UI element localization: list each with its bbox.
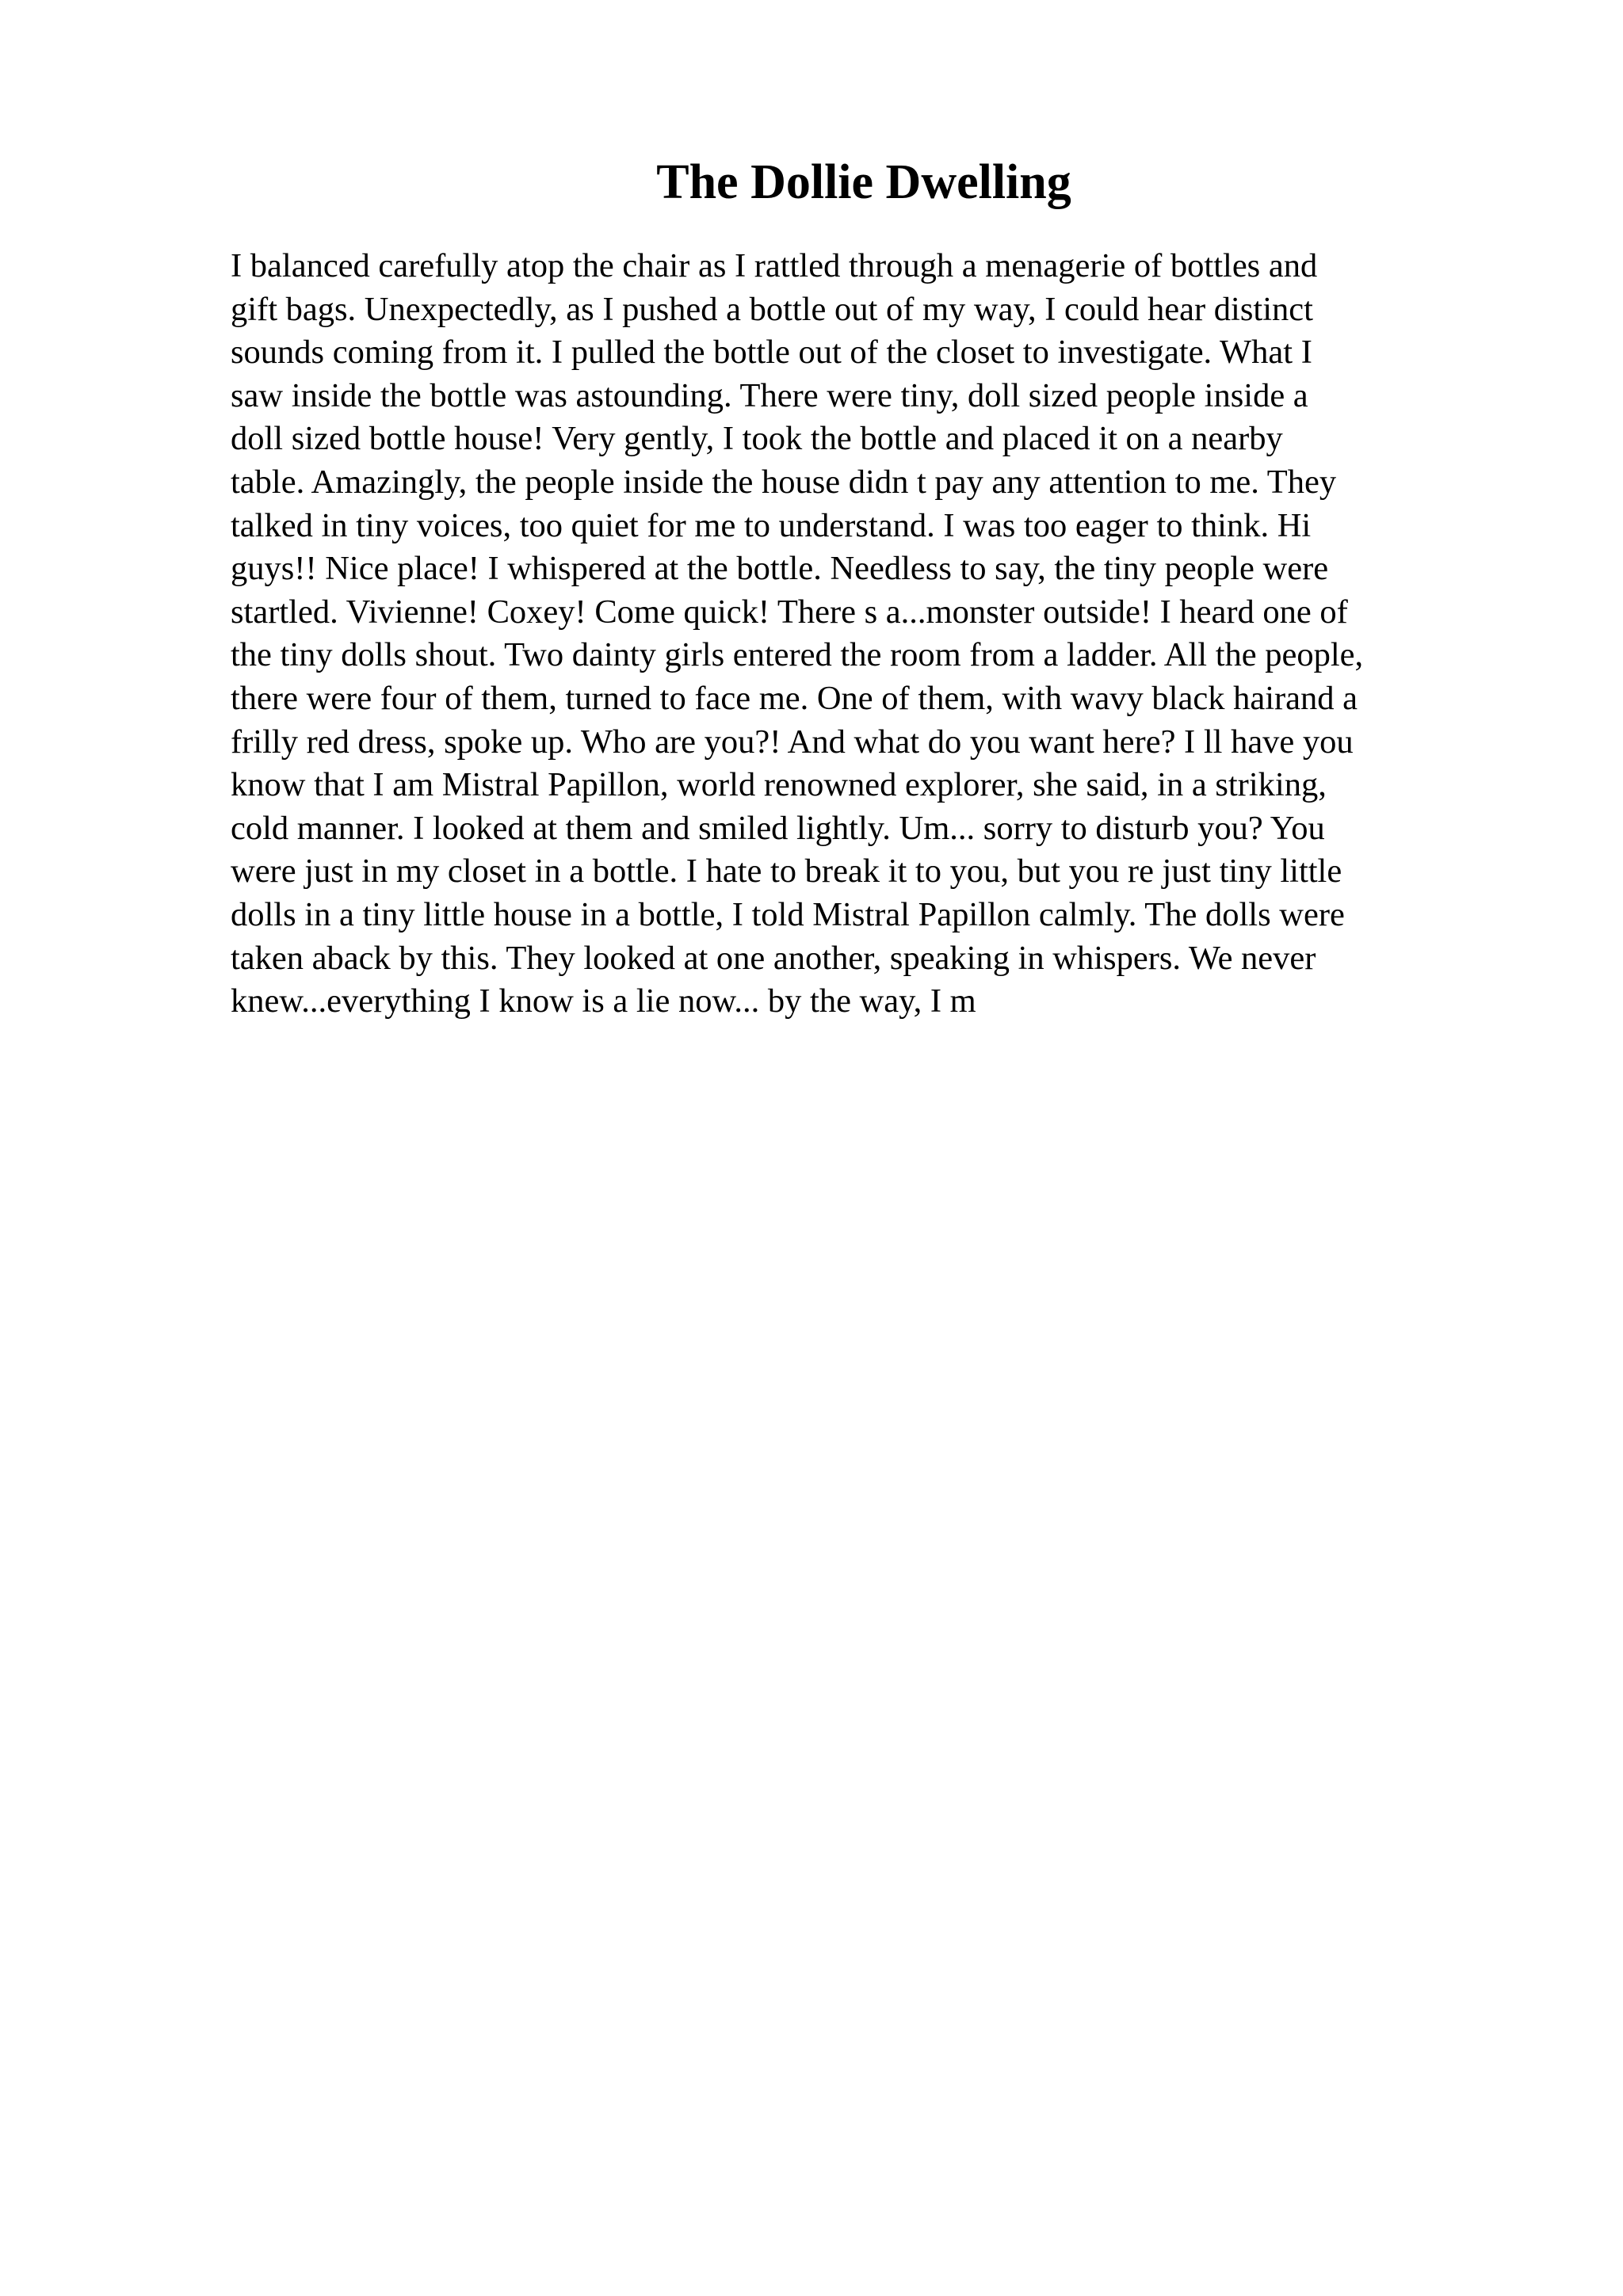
body-line: cold manner. I looked at them and smiled lightly. Um... sorry to disturb you? You: [231, 809, 1325, 847]
body-line: the tiny dolls shout. Two dainty girls entered the room from a ladder. All the people,: [231, 636, 1364, 674]
body-line: guys!! Nice place! I whispered at the bottle. Needless to say, the tiny people were: [231, 550, 1329, 588]
body-line: knew...everything I know is a lie now... by the way, I m: [231, 982, 976, 1020]
body-line: doll sized bottle house! Very gently, I took the bottle and placed it on a nearby: [231, 420, 1283, 458]
body-line: sounds coming from it. I pulled the bottle out of the closet to investigate. What I: [231, 334, 1312, 372]
body-line: know that I am Mistral Papillon, world renowned explorer, she said, in a striking,: [231, 766, 1327, 804]
body-line: dolls in a tiny little house in a bottle, I told Mistral Papillon calmly. The dolls were: [231, 895, 1345, 933]
document-body: [231, 245, 1483, 1024]
body-line: gift bags. Unexpectedly, as I pushed a bottle out of my way, I could hear distinct: [231, 290, 1313, 328]
body-line: were just in my closet in a bottle. I hate to break it to you, but you re just tiny little: [231, 852, 1342, 891]
body-line: taken aback by this. They looked at one another, speaking in whispers. We never: [231, 939, 1316, 977]
body-line: table. Amazingly, the people inside the house didn t pay any attention to me. They: [231, 463, 1337, 501]
body-line: startled. Vivienne! Coxey! Come quick! There s a...monster outside! I heard one of: [231, 593, 1348, 631]
body-line: I balanced carefully atop the chair as I rattled through a menagerie of bottles and: [231, 247, 1318, 284]
body-line: there were four of them, turned to face me. One of them, with wavy black hairand a: [231, 679, 1358, 717]
document-title: The Dollie Dwelling: [656, 155, 1071, 209]
body-line: frilly red dress, spoke up. Who are you?! And what do you want here? I ll have you: [231, 723, 1354, 761]
body-line: saw inside the bottle was astounding. There were tiny, doll sized people inside a: [231, 376, 1308, 414]
body-line: talked in tiny voices, too quiet for me to understand. I was too eager to think. Hi: [231, 506, 1312, 544]
